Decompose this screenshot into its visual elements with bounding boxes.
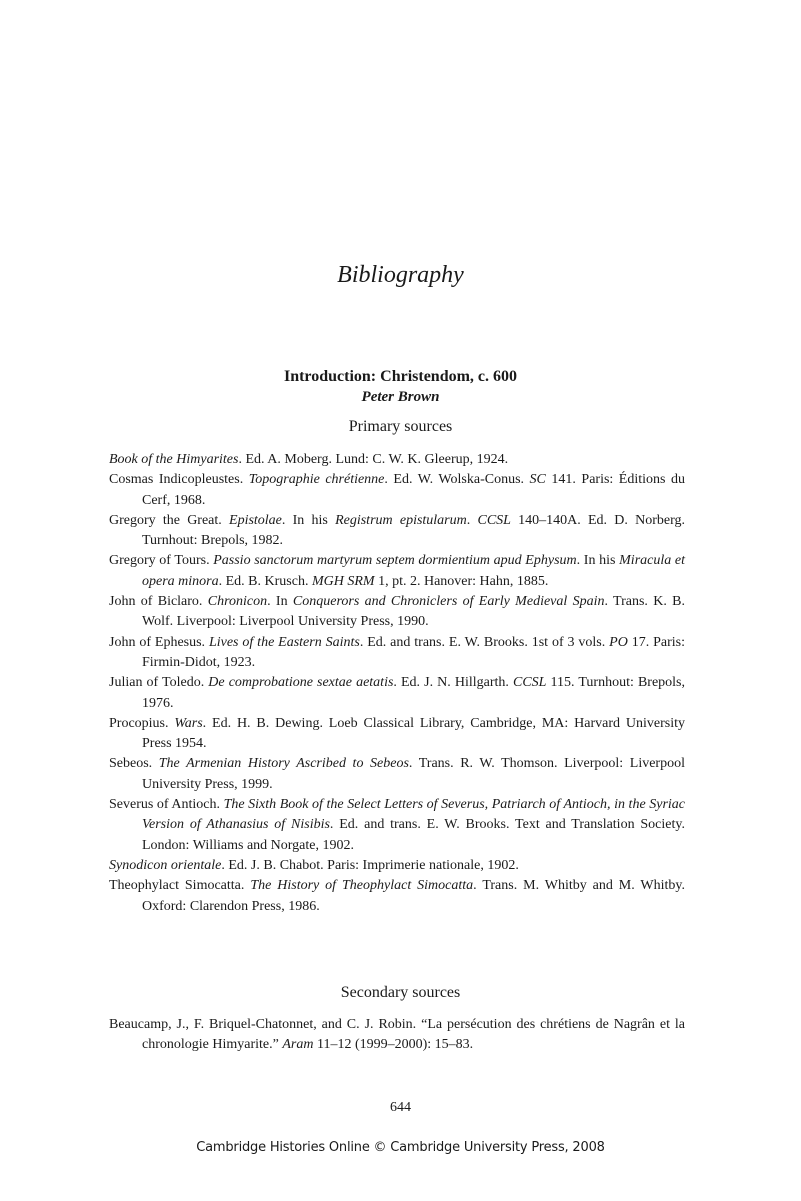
page-number: 644 — [390, 1100, 411, 1115]
bibliography-entry — [109, 551, 685, 592]
entry-text: . Trans. M. Whitby and M. Whitby. Oxford: Clarendon Press, 1986. — [142, 878, 686, 914]
entry-title-italic: Synodicon orientale — [109, 857, 222, 873]
entry-title-italic: Passio sanctorum martyrum septem dormientium apud Ephysum — [213, 553, 577, 569]
entry-text: . In — [267, 594, 293, 610]
entry-title-italic: SC — [529, 472, 546, 488]
entry-text: . Ed. J. N. Hillgarth. — [393, 675, 513, 691]
entry-title-italic: Registrum epistularum — [335, 512, 467, 528]
bibliography-entry — [109, 856, 685, 876]
entry-text: Julian of Toledo. — [109, 675, 209, 691]
entry-title-italic: Conquerors and Chroniclers of Early Medieval Spain — [292, 594, 605, 610]
entry-text: 141. Paris: Éditions du Cerf, 1968. — [142, 472, 685, 508]
entry-text: . Ed. and trans. E. W. Brooks. Text and Translation Society. London: Williams and Norgate, 1902. — [142, 817, 685, 853]
entry-title-italic: CCSL — [513, 675, 547, 691]
bibliography-entry — [109, 450, 685, 470]
entry-text: 1, pt. 2. Hanover: Hahn, 1885. — [374, 573, 549, 589]
entry-text: . Ed. A. Moberg. Lund: C. W. K. Gleerup, 1924. — [238, 452, 509, 467]
secondary-sources-heading: Secondary sources — [340, 984, 461, 1001]
entry-text: . In his — [281, 512, 336, 528]
entry-title-italic: Wars — [174, 715, 203, 731]
entry-text: 140–140A. Ed. D. Norberg. Turnhout: Brepols, 1982. — [142, 512, 686, 549]
entry-text: Sebeos. — [109, 756, 159, 772]
entry-text: . Trans. R. W. Thomson. Liverpool: Liverpool University Press, 1999. — [142, 756, 685, 792]
primary-sources-heading: Primary sources — [348, 418, 453, 435]
entry-title-italic: Aram — [282, 1037, 314, 1053]
entry-text: John of Biclaro. — [109, 594, 208, 610]
entry-text: Beaucamp, J., F. Briquel-Chatonnet, and C. J. Robin. “La persécution des chrétiens de Nagrân et la chronologie Himyarite.” — [109, 1017, 685, 1053]
entry-title-italic: CCSL — [477, 512, 511, 528]
entry-title-italic: PO — [609, 634, 628, 650]
bibliography-entry — [109, 876, 685, 917]
section-header — [0, 367, 801, 407]
entry-title-italic: Miracula et opera minora — [142, 553, 686, 589]
bibliography-entry — [109, 592, 685, 633]
entry-title-italic: Topographie chrétienne — [248, 472, 385, 488]
entry-title-italic: Book of the Himyarites — [109, 452, 239, 467]
entry-text: . Ed. B. Krusch. — [218, 573, 312, 589]
entry-text: . Ed. W. Wolska-Conus. — [384, 472, 530, 488]
bibliography-entry — [109, 470, 685, 511]
entry-title-italic: The Sixth Book of the Select Letters of Severus, Patriarch of Antioch, in the Syriac Version of Athanasius of Nisibis — [142, 797, 685, 833]
bibliography-entry — [109, 795, 685, 856]
entry-text: 11–12 (1999–2000): 15–83. — [313, 1037, 474, 1053]
entry-title-italic: MGH SRM — [311, 573, 375, 589]
entry-title-italic: De comprobatione sextae aetatis — [208, 675, 394, 691]
entry-text: Theophylact Simocatta. — [109, 878, 251, 894]
entry-title-italic: Epistolae — [229, 512, 282, 528]
entry-text: . Ed. J. B. Chabot. Paris: Imprimerie nationale, 1902. — [221, 857, 519, 873]
entry-text: . Trans. K. B. Wolf. Liverpool: Liverpool University Press, 1990. — [142, 594, 685, 630]
entry-title-italic: Lives of the Eastern Saints — [208, 634, 360, 650]
section-author: Peter Brown — [361, 389, 440, 405]
bibliography-entry — [109, 1015, 685, 1056]
primary-sources-list — [109, 450, 685, 917]
bibliography-entry — [109, 754, 685, 795]
entry-text: Cosmas Indicopleustes. — [109, 472, 249, 488]
entry-text: . Ed. H. B. Dewing. Loeb Classical Library, Cambridge, MA: Harvard University Press 1954. — [142, 715, 686, 752]
entry-text: Severus of Antioch. — [109, 797, 224, 813]
bibliography-entry — [109, 511, 685, 552]
entry-text: Procopius. — [109, 715, 175, 731]
entry-text: 115. Turnhout: Brepols, 1976. — [142, 675, 686, 711]
entry-text: . In his — [576, 553, 620, 569]
section-title: Introduction: Christendom, c. 600 — [283, 368, 518, 385]
secondary-sources-list — [109, 1015, 685, 1056]
entry-title-italic: Chronicon — [207, 594, 268, 610]
page-title: Bibliography — [337, 262, 464, 288]
bibliography-entry — [109, 714, 685, 755]
entry-text: Gregory the Great. — [109, 512, 230, 528]
entry-title-italic: The History of Theophylact Simocatta — [250, 878, 474, 894]
entry-text: . — [466, 512, 478, 528]
copyright-footer: Cambridge Histories Online © Cambridge University Press, 2008 — [196, 1140, 605, 1155]
entry-title-italic: The Armenian History Ascribed to Sebeos — [158, 756, 409, 772]
entry-text: . Ed. and trans. E. W. Brooks. 1st of 3 vols. — [359, 634, 610, 650]
bibliography-entry — [109, 633, 685, 674]
entry-text: John of Ephesus. — [109, 634, 209, 650]
entry-text: 17. Paris: Firmin-Didot, 1923. — [142, 634, 686, 670]
entry-text: Gregory of Tours. — [109, 553, 214, 569]
bibliography-entry — [109, 673, 685, 714]
